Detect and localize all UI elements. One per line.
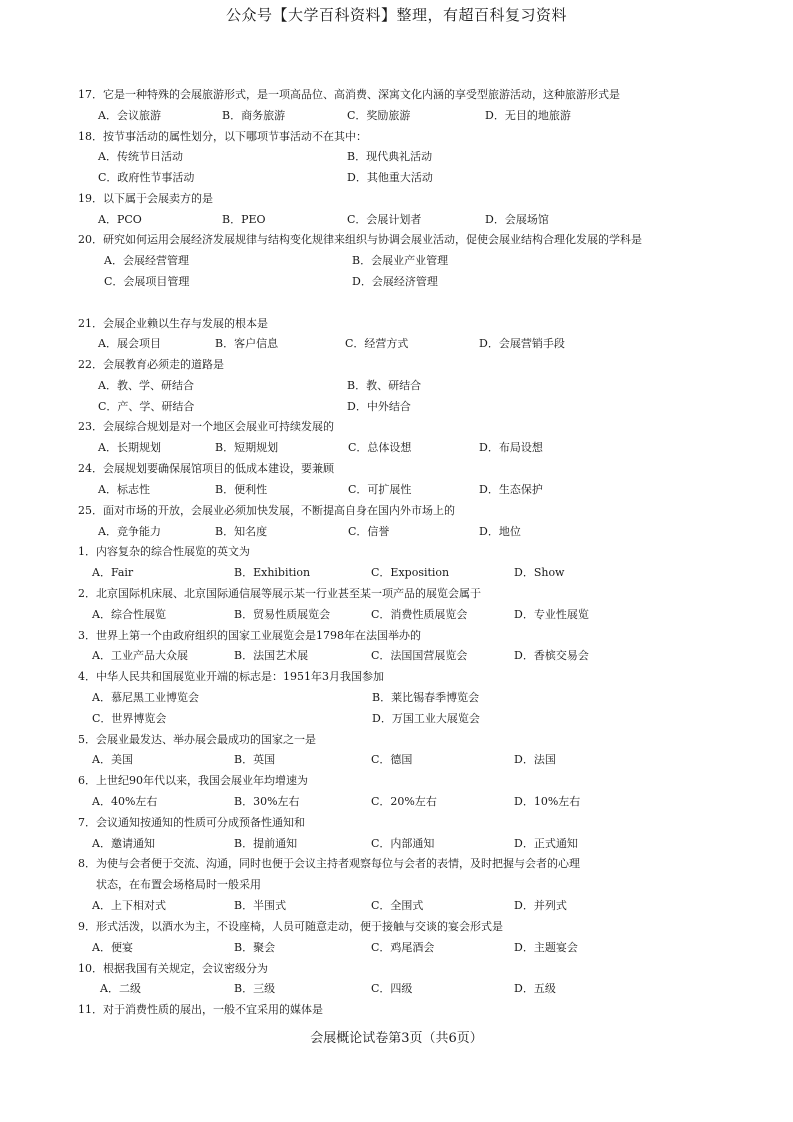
- option-a: A．标志性: [98, 483, 150, 496]
- option-c: C．全围式: [371, 899, 424, 912]
- option-c: C．总体设想: [348, 441, 412, 454]
- option-a: A．长期规划: [98, 441, 161, 454]
- option-c: C．可扩展性: [348, 483, 412, 496]
- option-d: D．专业性展览: [514, 608, 589, 621]
- question-text: 22．会展教育必须走的道路是: [78, 358, 224, 371]
- option-b: B．现代典礼活动: [347, 150, 433, 163]
- option-d: D．Show: [514, 566, 565, 579]
- option-c: C．四级: [371, 982, 413, 995]
- option-b: B．短期规划: [215, 441, 279, 454]
- option-a: A．工业产品大众展: [92, 649, 188, 662]
- option-b: B．商务旅游: [222, 109, 286, 122]
- option-a: A．Fair: [92, 566, 134, 579]
- option-a: A．慕尼黑工业博览会: [92, 691, 199, 704]
- question-text: 9．形式活泼，以酒水为主，不设座椅，人员可随意走动，便于接触与交谈的宴会形式是: [78, 920, 503, 933]
- option-a: A．二级: [100, 982, 141, 995]
- option-a: A．便宴: [92, 941, 133, 954]
- option-b: B．半围式: [234, 899, 287, 912]
- option-b: B．英国: [234, 753, 276, 766]
- question-text-continued: 状态，在布置会场格局时一般采用: [96, 878, 261, 891]
- option-d: D．万国工业大展览会: [372, 712, 480, 725]
- option-b: B．贸易性质展览会: [234, 608, 331, 621]
- question-text: 18．按节事活动的属性划分，以下哪项节事活动不在其中：: [78, 130, 367, 143]
- option-d: D．生态保护: [479, 483, 543, 496]
- option-b: B．便利性: [215, 483, 268, 496]
- option-a: A．美国: [92, 753, 133, 766]
- option-a: A．展会项目: [98, 337, 161, 350]
- option-b: B．30%左右: [234, 795, 300, 808]
- question-text: 25．面对市场的开放，会展业必须加快发展，不断提高自身在国内外市场上的: [78, 504, 455, 517]
- option-a: A．竞争能力: [98, 525, 161, 538]
- option-c: C．20%左右: [371, 795, 437, 808]
- option-a: A．教、学、研结合: [98, 379, 194, 392]
- option-b: B．三级: [234, 982, 276, 995]
- option-c: C．法国国营展览会: [371, 649, 468, 662]
- option-d: D．其他重大活动: [347, 171, 433, 184]
- option-a: A．会展经营管理: [104, 254, 189, 267]
- option-c: C．会展项目管理: [104, 275, 190, 288]
- option-d: D．10%左右: [514, 795, 581, 808]
- option-d: D．中外结合: [347, 400, 411, 413]
- option-d: D．主题宴会: [514, 941, 578, 954]
- question-text: 17．它是一种特殊的会展旅游形式，是一项高品位、高消费、深寓文化内涵的享受型旅游活动，这种旅游形式是: [78, 88, 620, 101]
- option-a: A．会议旅游: [98, 109, 161, 122]
- option-b: B．提前通知: [234, 837, 298, 850]
- question-text: 6．上世纪90年代以来，我国会展业年均增速为: [78, 774, 308, 787]
- option-a: A．40%左右: [92, 795, 158, 808]
- option-c: C．鸡尾酒会: [371, 941, 435, 954]
- page-footer: 会展概论试卷第3页（共6页）: [310, 1031, 483, 1046]
- option-c: C．经营方式: [345, 337, 409, 350]
- option-d: D．并列式: [514, 899, 567, 912]
- option-b: B．莱比锡春季博览会: [372, 691, 480, 704]
- option-c: C．政府性节事活动: [98, 171, 195, 184]
- option-b: B．聚会: [234, 941, 276, 954]
- option-c: C．德国: [371, 753, 413, 766]
- option-c: C．Exposition: [371, 566, 450, 579]
- option-d: D．会展场馆: [485, 213, 549, 226]
- option-c: C．会展计划者: [347, 213, 422, 226]
- option-c: C．世界博览会: [92, 712, 167, 725]
- option-d: D．会展经济管理: [352, 275, 438, 288]
- option-c: C．产、学、研结合: [98, 400, 195, 413]
- question-text: 21．会展企业赖以生存与发展的根本是: [78, 317, 268, 330]
- option-a: A．上下相对式: [92, 899, 166, 912]
- question-text: 23．会展综合规划是对一个地区会展业可持续发展的: [78, 420, 334, 433]
- question-text: 4．中华人民共和国展览业开端的标志是：1951年3月我国参加: [78, 670, 384, 683]
- option-a: A．PCO: [98, 213, 142, 226]
- option-d: D．法国: [514, 753, 556, 766]
- option-b: B．会展业产业管理: [352, 254, 449, 267]
- question-text: 5．会展业最发达、举办展会最成功的国家之一是: [78, 733, 316, 746]
- option-b: B．Exhibition: [234, 566, 311, 579]
- option-a: A．邀请通知: [92, 837, 155, 850]
- question-text: 24．会展规划要确保展馆项目的低成本建设，要兼顾: [78, 462, 334, 475]
- question-text: 19．以下属于会展卖方的是: [78, 192, 213, 205]
- option-d: D．布局设想: [479, 441, 543, 454]
- question-text: 11．对于消费性质的展出，一般不宜采用的媒体是: [78, 1003, 323, 1016]
- option-d: D．正式通知: [514, 837, 578, 850]
- question-text: 20．研究如何运用会展经济发展规律与结构变化规律来组织与协调会展业活动，促使会展业结构合理化发展的学科是: [78, 233, 642, 246]
- option-d: D．无目的地旅游: [485, 109, 571, 122]
- option-b: B．法国艺术展: [234, 649, 309, 662]
- question-text: 7．会议通知按通知的性质可分成预备性通知和: [78, 816, 305, 829]
- option-d: D．五级: [514, 982, 556, 995]
- question-text: 2．北京国际机床展、北京国际通信展等展示某一行业甚至某一项产品的展览会属于: [78, 587, 481, 600]
- option-d: D．香槟交易会: [514, 649, 589, 662]
- question-text: 1．内容复杂的综合性展览的英文为: [78, 545, 250, 558]
- option-c: C．内部通知: [371, 837, 435, 850]
- question-text: 8．为使与会者便于交流、沟通，同时也便于会议主持者观察每位与会者的表情，及时把握与会者的心理: [78, 857, 580, 870]
- option-b: B．知名度: [215, 525, 268, 538]
- option-d: D．地位: [479, 525, 521, 538]
- page-header: 公众号【大学百科资料】整理，有超百科复习资料: [225, 6, 567, 24]
- option-a: A．综合性展览: [92, 608, 166, 621]
- option-d: D．会展营销手段: [479, 337, 565, 350]
- question-text: 10．根据我国有关规定，会议密级分为: [78, 962, 268, 975]
- option-b: B．PEO: [222, 213, 266, 226]
- option-b: B．客户信息: [215, 337, 279, 350]
- option-b: B．教、研结合: [347, 379, 422, 392]
- question-text: 3．世界上第一个由政府组织的国家工业展览会是1798年在法国举办的: [78, 629, 421, 642]
- option-c: C．奖励旅游: [347, 109, 411, 122]
- option-c: C．消费性质展览会: [371, 608, 468, 621]
- option-c: C．信誉: [348, 525, 390, 538]
- option-a: A．传统节日活动: [98, 150, 183, 163]
